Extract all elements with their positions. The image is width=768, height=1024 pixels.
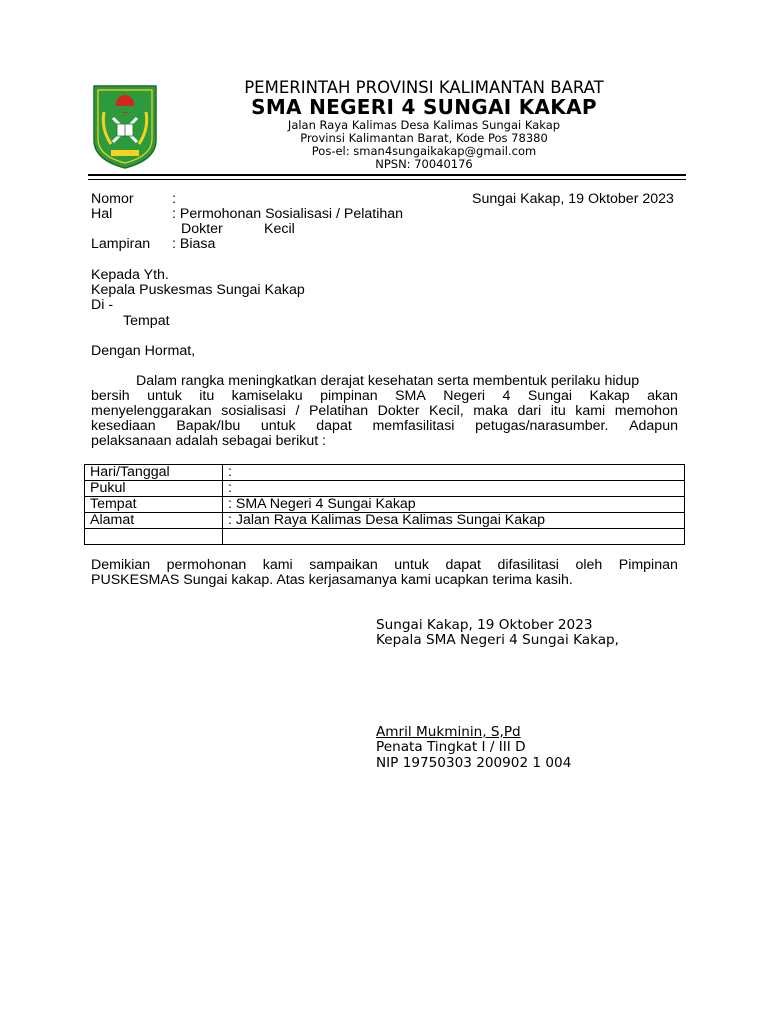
- schedule-table: [84, 464, 685, 545]
- word: bersih: [91, 388, 130, 404]
- closing-line2: PUSKESMAS Sungai kakap. Atas kerjasamanya kami ucapkan terima kasih.: [91, 572, 573, 588]
- table-cell-label: [85, 529, 223, 545]
- word: Kakap: [589, 388, 630, 404]
- table-row: [85, 497, 685, 513]
- word: Pimpinan: [618, 557, 678, 573]
- table-row: [85, 513, 685, 529]
- word: dapat: [316, 418, 352, 434]
- word: Sungai: [527, 388, 573, 404]
- word: Adapun: [629, 418, 678, 434]
- word: kesediaan: [91, 418, 156, 434]
- hal-label: Hal: [91, 206, 113, 222]
- signatory-rank: Penata Tingkat I / III D: [376, 739, 526, 755]
- hal-value-cont-b: Kecil: [264, 221, 295, 237]
- word: /: [295, 403, 300, 419]
- word: Dokter: [377, 403, 420, 419]
- signature-place-date: Sungai Kakap, 19 Oktober 2023: [376, 617, 593, 633]
- table-cell-value: : SMA Negeri 4 Sungai Kakap: [223, 497, 685, 513]
- word: memohon: [614, 403, 678, 419]
- word: Pelatihan: [308, 403, 369, 419]
- table-cell-value: :: [223, 465, 685, 481]
- recipient-line4: Tempat: [123, 313, 170, 329]
- recipient-line3: Di -: [91, 297, 114, 313]
- word: kamiselaku: [231, 388, 303, 404]
- paragraph-line1: Dalam rangka meningkatkan derajat kesehatan serta membentuk perilaku hidup: [136, 373, 640, 389]
- paragraph-line5: pelaksanaan adalah sebagai berikut :: [91, 433, 327, 449]
- table-cell-label: Alamat: [85, 513, 223, 529]
- word: difasilitasi: [497, 557, 559, 573]
- lampiran-label: Lampiran: [91, 236, 151, 252]
- word: kami: [575, 403, 606, 419]
- table-row: [85, 465, 685, 481]
- government-name: PEMERINTAH PROVINSI KALIMANTAN BARAT: [244, 78, 604, 97]
- word: oleh: [575, 557, 603, 573]
- word: permohonan: [166, 557, 247, 573]
- word: menyelenggarakan: [91, 403, 212, 419]
- word: Kecil,: [429, 403, 464, 419]
- word: Negeri: [443, 388, 486, 404]
- signatory-nip: NIP 19750303 200902 1 004: [376, 755, 572, 771]
- word: dapat: [445, 557, 481, 573]
- table-cell-value: :: [223, 481, 685, 497]
- school-address-line1: Jalan Raya Kalimas Desa Kalimas Sungai Kakap: [287, 118, 561, 132]
- letterhead-rule-thin: [88, 179, 686, 180]
- school-address-line2: Provinsi Kalimantan Barat, Kode Pos 78380: [300, 131, 548, 145]
- table-row: [85, 481, 685, 497]
- word: memfasilitasi: [372, 418, 455, 434]
- letter-date: Sungai Kakap, 19 Oktober 2023: [472, 191, 674, 207]
- word: untuk: [394, 557, 429, 573]
- signature-position: Kepala SMA Negeri 4 Sungai Kakap,: [376, 632, 619, 648]
- word: maka: [473, 403, 508, 419]
- table-cell-label: Tempat: [85, 497, 223, 513]
- table-cell-value: : Jalan Raya Kalimas Desa Kalimas Sungai Kakap: [223, 513, 685, 529]
- word: SMA: [395, 388, 426, 404]
- word: akan: [647, 388, 678, 404]
- word: itu: [550, 403, 566, 419]
- letterhead-rule-thick: [88, 174, 686, 176]
- table-cell-value: [223, 529, 685, 545]
- hal-value: : Permohonan Sosialisasi / Pelatihan: [172, 206, 404, 222]
- word: petugas/narasumber.: [475, 418, 609, 434]
- word: 4: [502, 388, 511, 404]
- word: sosialisasi: [221, 403, 286, 419]
- table-cell-label: Pukul: [85, 481, 223, 497]
- school-logo: [89, 84, 161, 170]
- table-row: [85, 529, 685, 545]
- table-cell-label: Hari/Tanggal: [85, 465, 223, 481]
- word: itu: [199, 388, 215, 404]
- lampiran-value: : Biasa: [172, 236, 216, 252]
- hal-value-cont-a: Dokter: [181, 221, 223, 237]
- word: sampaikan: [309, 557, 378, 573]
- school-email: Pos-el: sman4sungaikakap@gmail.com: [311, 144, 537, 158]
- recipient-line1: Kepada Yth.: [91, 267, 169, 283]
- word: kami: [262, 557, 293, 573]
- word: untuk: [147, 388, 182, 404]
- word: untuk: [260, 418, 296, 434]
- recipient-line2: Kepala Puskesmas Sungai Kakap: [91, 282, 305, 298]
- greeting: Dengan Hormat,: [91, 343, 196, 359]
- signatory-name: Amril Mukminin, S,Pd: [376, 724, 521, 740]
- school-name: SMA NEGERI 4 SUNGAI KAKAP: [251, 95, 597, 119]
- nomor-label: Nomor: [91, 191, 134, 207]
- word: dari: [517, 403, 542, 419]
- nomor-value: :: [172, 191, 176, 207]
- word: pimpinan: [320, 388, 378, 404]
- word: Demikian: [91, 557, 151, 573]
- word: Bapak/Ibu: [176, 418, 241, 434]
- school-npsn: NPSN: 70040176: [375, 157, 473, 171]
